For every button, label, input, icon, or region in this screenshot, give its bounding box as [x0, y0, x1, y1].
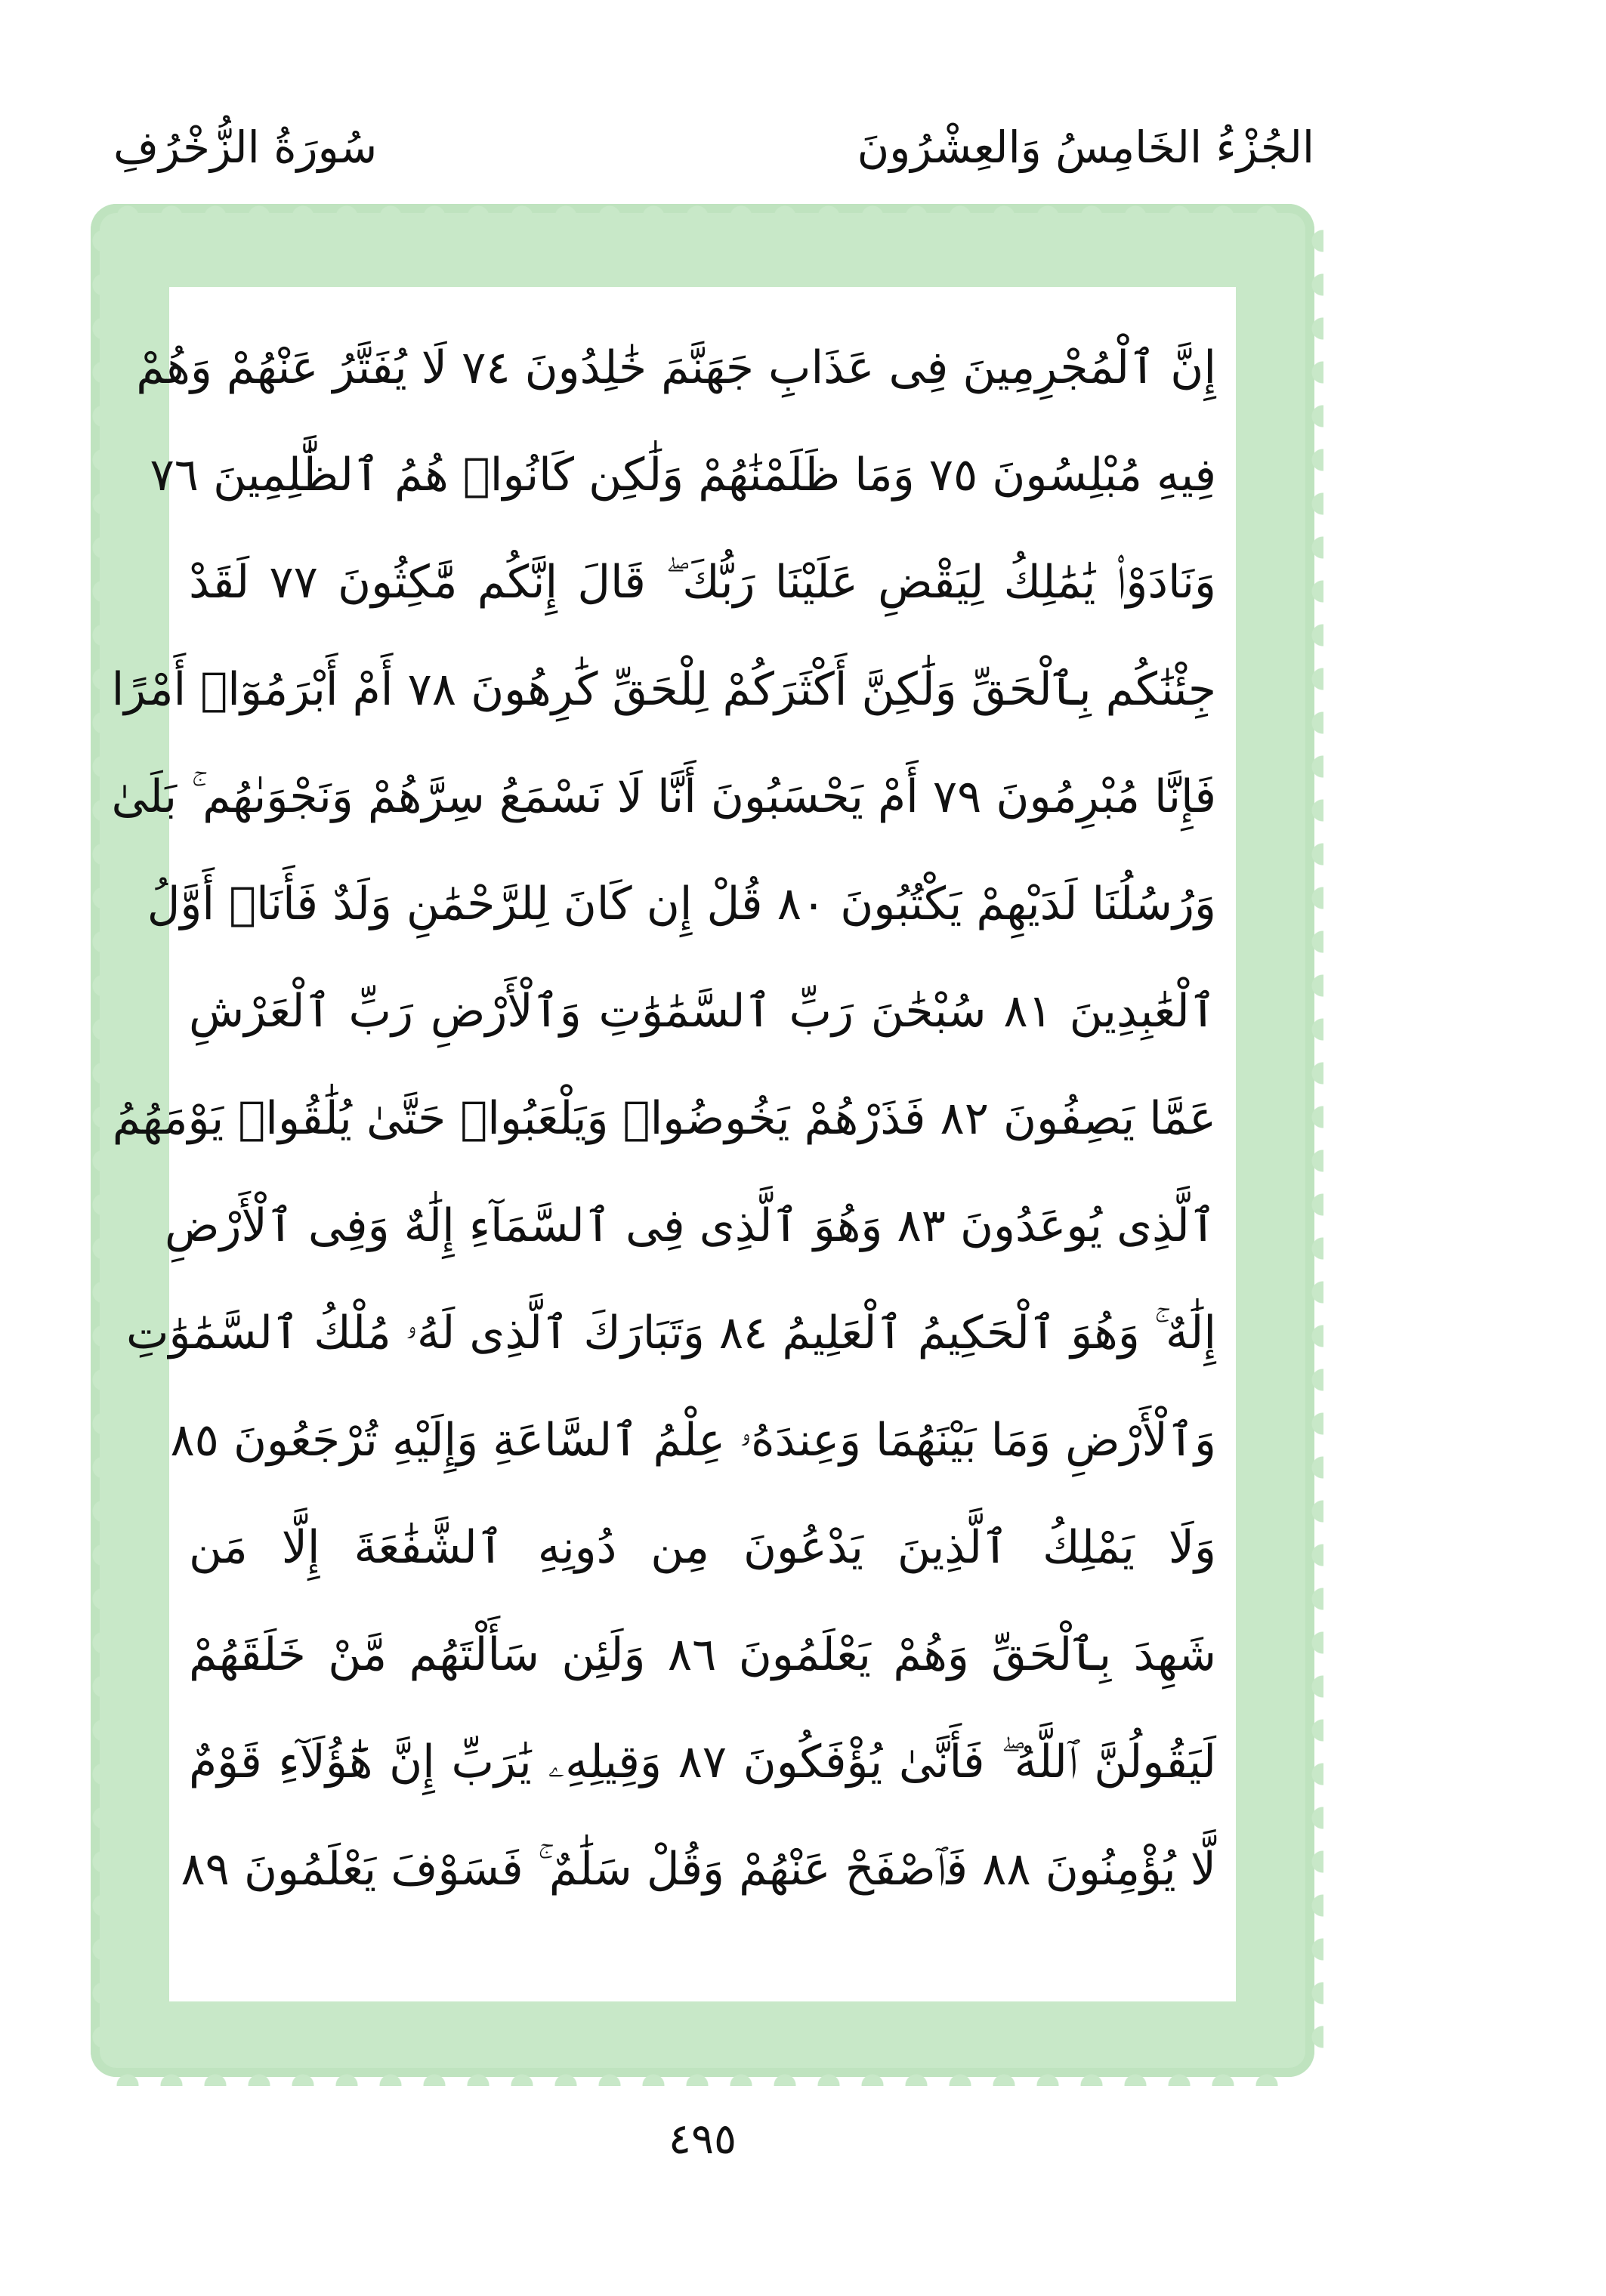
verse-text-area	[111, 287, 1236, 2001]
verse-line-6: وَرُسُلُنَا لَدَيْهِمْ يَكْتُبُونَ ٨٠ قُلْ إِن كَانَ لِلرَّحْمَٰنِ وَلَدٌ فَأَنَا۠ أَوَّلُ	[147, 878, 1216, 930]
verse-line-8: عَمَّا يَصِفُونَ ٨٢ فَذَرْهُمْ يَخُوضُوا۟ وَيَلْعَبُوا۟ حَتَّىٰ يُلَٰقُوا۟ يَوْمَهُمُ	[112, 1092, 1216, 1145]
juz-title: الجُزْءُ الخَامِسُ وَالعِشْرُونَ	[857, 122, 1314, 173]
verse-line-7: ٱلْعَٰبِدِينَ ٨١ سُبْحَٰنَ رَبِّ ٱلسَّمَٰوَٰتِ وَٱلْأَرْضِ رَبِّ ٱلْعَرْشِ	[189, 985, 1216, 1038]
frame-border-left	[82, 219, 104, 2062]
verse-line-13: شَهِدَ بِٱلْحَقِّ وَهُمْ يَعْلَمُونَ ٨٦ وَلَئِن سَأَلْتَهُم مَّنْ خَلَقَهُمْ	[189, 1628, 1216, 1681]
surah-title: سُورَةُ الزُّخْرُفِ	[113, 122, 378, 173]
frame-border-top	[106, 195, 1299, 218]
frame-border-right	[1301, 219, 1323, 2062]
verse-line-2: فِيهِ مُبْلِسُونَ ٧٥ وَمَا ظَلَمْنَٰهُمْ وَلَٰكِن كَانُوا۟ هُمُ ٱلظَّٰلِمِينَ ٧٦	[150, 449, 1216, 501]
verse-line-12: وَلَا يَمْلِكُ ٱلَّذِينَ يَدْعُونَ مِن دُونِهِ ٱلشَّفَٰعَةَ إِلَّا مَن	[189, 1521, 1216, 1574]
page-number: ٤٩٥	[668, 2115, 737, 2164]
verse-line-10: إِلَٰهٌ ۚ وَهُوَ ٱلْحَكِيمُ ٱلْعَلِيمُ ٨٤ وَتَبَارَكَ ٱلَّذِى لَهُۥ مُلْكُ ٱلسَّمَٰوَٰتِ	[125, 1307, 1216, 1359]
verse-line-1: إِنَّ ٱلْمُجْرِمِينَ فِى عَذَابِ جَهَنَّمَ خَٰلِدُونَ ٧٤ لَا يُفَتَّرُ عَنْهُمْ وَهُمْ	[136, 341, 1216, 394]
frame-border-bottom	[106, 2063, 1299, 2086]
verse-line-15: لَّا يُؤْمِنُونَ ٨٨ فَٱصْفَحْ عَنْهُمْ وَقُلْ سَلَٰمٌ ۚ فَسَوْفَ يَعْلَمُونَ ٨٩	[181, 1843, 1216, 1896]
verse-lines	[111, 314, 1217, 1923]
verse-line-4: جِئْنَٰكُم بِٱلْحَقِّ وَلَٰكِنَّ أَكْثَرَكُمْ لِلْحَقِّ كَٰرِهُونَ ٧٨ أَمْ أَبْرَمُوٓا۟ أَمْرًا	[111, 663, 1216, 716]
verse-line-11: وَٱلْأَرْضِ وَمَا بَيْنَهُمَا وَعِندَهُۥ عِلْمُ ٱلسَّاعَةِ وَإِلَيْهِ تُرْجَعُونَ ٨٥	[170, 1414, 1216, 1467]
verse-line-14: لَيَقُولُنَّ ٱللَّهُ ۖ فَأَنَّىٰ يُؤْفَكُونَ ٨٧ وَقِيلِهِۦ يَٰرَبِّ إِنَّ هَٰٓؤُلَآءِ قَوْمٌ	[189, 1736, 1216, 1788]
verse-line-9: ٱلَّذِى يُوعَدُونَ ٨٣ وَهُوَ ٱلَّذِى فِى ٱلسَّمَآءِ إِلَٰهٌ وَفِى ٱلْأَرْضِ	[164, 1199, 1216, 1252]
verse-line-3: وَنَادَوْا۟ يَٰمَٰلِكُ لِيَقْضِ عَلَيْنَا رَبُّكَ ۖ قَالَ إِنَّكُم مَّٰكِثُونَ ٧٧ لَقَدْ	[189, 556, 1217, 609]
page-header	[113, 106, 1314, 189]
verse-line-5: فَإِنَّا مُبْرِمُونَ ٧٩ أَمْ يَحْسَبُونَ أَنَّا لَا نَسْمَعُ سِرَّهُمْ وَنَجْوَىٰهُم ۚ بَلَىٰ	[111, 770, 1216, 823]
